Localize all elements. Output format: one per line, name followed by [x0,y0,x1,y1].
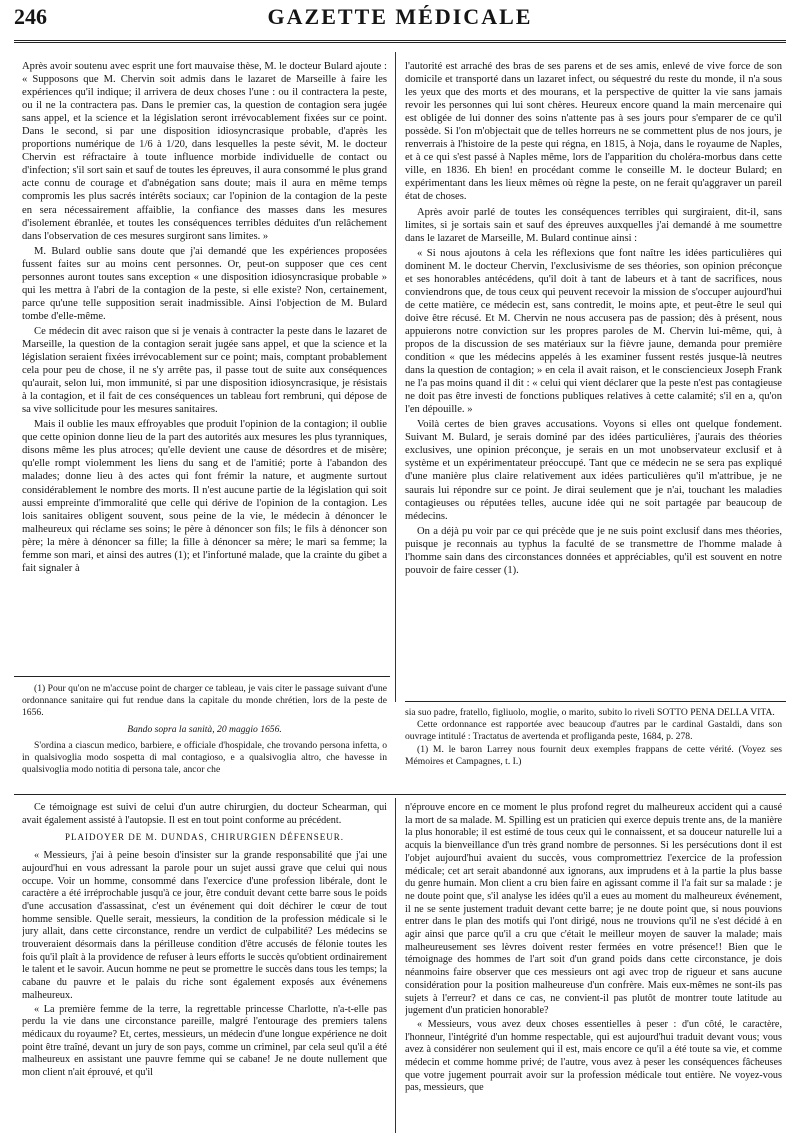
paragraph: « La première femme de la terre, la regrettable princesse Charlotte, n'a-t-elle pas perdu la vie dans une circonstance pareille, malgré l'entourage des premiers talens médicaux du royaume? Et, certes, messieurs, un médecin d'une longue expérience ne doit point être traîné, devant un jury de son pays, comme un criminel, par cela seul qu'il a été malheureux en assistant une pauvre femme qui se cabane! Je ne doute nullement que mon client n'ait éprouvé, et qu'il [22,1003,387,1079]
paragraph: M. Bulard oublie sans doute que j'ai demandé que les expériences proposées fussent faites sur au moins cent personnes. Or, peut-on supposer que ces cent personnes auront toutes sans exception « une disposition idiosyncrasique probable » qui les mettra à l'abri de la contagion de la peste, si elle existe? Non, certainement, parce qu'une telle supposition serait inadmissible. Ainsi l'objection de M. Bulard tombe d'elle-même. [22,245,387,322]
section-heading: PLAIDOYER DE M. DUNDAS, CHIRURGIEN DÉFENSEUR. [64,832,344,843]
footnote-text: Cette ordonnance est rapportée avec beaucoup d'autres par le cardinal Gastaldi, dans son ouvrage intitulé : Tractatus de avertenda et profliganda peste, 1684, p. 278. [405,719,782,743]
paragraph: Après avoir parlé de toutes les conséquences terribles qui surgiraient, dit-il, sans limites, si je sortais sain et sauf des épreuves auxquelles j'ai demandé à me soumettre dans le lazaret de Marseille, M. Bulard continue ainsi : [405,206,782,244]
paragraph: Ce médecin dit avec raison que si je venais à contracter la peste dans le lazaret de Marseille, la question de la contagion serait jugée sans appel, et que la science et la législation seraient fixées irrévocablement sur ce point; mais, comptant probablement cela pour peu de chose, il ne s'y arrête pas, il passe tout de suite aux conséquences qu'aurait, selon lui, mon immunité, si par une disposition idiosyncrasique, je résistais à la contagion, et il fait de ces conséquences un tableau fort rembruni, qui dépose de sa vive sollicitude pour les mesures sanitaires. [22,325,387,416]
footnote-text: sia suo padre, fratello, figliuolo, moglie, o marito, subito lo riveli SOTTO PENA DELLA VITA. [405,707,775,718]
footnote-rule-right [405,701,786,702]
paragraph: Après avoir soutenu avec esprit une fort mauvaise thèse, M. le docteur Bulard ajoute : « Supposons que M. Chervin soit admis dans le lazaret de Marseille à faire les expériences qu'il indique; il arrivera de deux choses l'une : ou il contractera la peste, ou il ne la contractera pas. Dans le premier cas, la question de contagion sera jugée sans appel, et la science et la législation seront irrévocablement fixées sur ce point. Dans le second, si par une disposition idiosyncrasique probable, d'après les proportions numérique de 1/6 à 1/20, dans lesquelles la peste sévit, M. le docteur Chervin est réfractaire à toute influence morbide individuelle de contact ou d'infection; s'il sort sain et sauf de toutes les épreuves, il aura consommé le plus grand acte connu de courage et d'abnégation sans doute; mais il aura en même temps compromis les plus sacrés intérêts sociaux; car l'opinion de la contagion de la peste en sera nécessairement affaiblie, la confiance des masses dans les mesures d'isolement ébranlée, et toutes les conséquences terribles déduites d'un relâchement dans l'observation de ces mesures surgiront sans limites. » [22,61,387,242]
header-rule [14,40,786,43]
footnote-rule-left [14,676,390,677]
footnote-text: (1) M. le baron Larrey nous fournit deux exemples frappans de cette vérité. (Voyez ses Mémoires et Campagnes, t. I.) [405,743,782,767]
page-number: 246 [14,4,47,29]
paragraph: n'éprouve encore en ce moment le plus profond regret du malheureux accident qui a causé la mort de sa malade. M. Spilling est un praticien qui exerce depuis trente ans, de la manière la plus honorable; il est estimé de tous ceux qui le connaissent, et sa douceur naturelle lui a acquis la bienveillance d'un très grand nombre de personnes. Si les persécutions dont il est l'objet aujourd'hui avaient du succès, vous compromettriez l'exercice de la profession médicale; cet art serait abandonné aux ignorans, aux imprudens et à la partie la plus basse du genre humain. Mon client a cru bien faire en agissant comme il l'a fait sur sa malade : je ne doute point que, s'il analyse les idées qu'il a eues au moment du malheureux événement, il ne se sente justement traduit devant cette barre; je ne doute point que, si nous pouvions entrer dans le plan des motifs qui l'ont dirigé, nous ne trouvions qu'il ne s'est décidé à en agir ainsi que parce qu'il a cru que c'était le meilleur moyen de sauver la malade; mais malheureusement ses lèvres doivent rester fermées en votre présence!! Bien que le témoignage des hommes de l'art soit d'un grand poids dans cette circonstance, je dois néanmoins faire observer que ces messieurs ont agi avec trop de rigueur et sans aucune considération pour la position malheureuse d'un confrère. Mais eux-mêmes ne sont-ils pas sujets à l'erreur? et dans ce cas, ne convient-il pas plutôt de montrer toute latitude au jugement d'un praticien honorable? [405,802,782,1017]
section-rule [14,794,786,795]
column-divider [395,798,396,1133]
page-header [14,0,786,40]
paragraph: Ce témoignage est suivi de celui d'un autre chirurgien, du docteur Schearman, qui avait également assisté à l'autopsie. Il est en tout point conforme au précédent. [22,802,387,826]
article-column-right [405,60,782,705]
paragraph: « Messieurs, vous avez deux choses essentielles à peser : d'un côté, le caractère, l'honneur, l'intégrité d'un homme respectable, qui est aujourd'hui traduit devant vous; vous avez à considérer non seulement qui il est, mais encore ce qu'il a été toute sa vie, et comme médecin et comme homme privé; de l'autre, vous avez à peser les conséquences fâcheuses que votre jugement pourrait avoir sur la profession médicale tout entière. Ne voyez-vous pas, messieurs, que [405,1018,782,1094]
paragraph: On a déjà pu voir par ce qui précède que je ne suis point exclusif dans mes théories, puisque je reconnais au typhus la faculté de se transmettre de l'homme malade à l'homme sain dans des circonstances données et appréciables, qu'il est souvent en notre pouvoir de faire cesser (1). [405,525,782,576]
footnote-left [22,683,387,783]
footnote-citation: Bando sopra la sanità, 20 maggio 1656. [127,723,282,735]
trial-column-left [22,802,387,1132]
paragraph: « Messieurs, j'ai à peine besoin d'insister sur la grande responsabilité que j'ai une aujourd'hui en vous adressant la parole pour un sujet aussi grave que celui qui nous occupe. Voir un homme, consommé dans l'exercice d'une profession libérale, dont le caractère a été irréprochable jusqu'à ce jour, être conduit devant cette barre sous le poids d'une accusation d'assassinat, c'est un événement qui doit déchirer le cœur de tout homme sensible. Quelle serait, messieurs, la condition de la profession médicale si le jury allait, dans cette circonstance, rendre un verdict de culpabilité? Les médecins se trouveraient désormais dans la périlleuse condition d'être accusés de félonie toutes les fois qu'il plaît à la providence de refuser à leurs efforts le succès qu'obtient ordinairement le talent et le savoir. Aucun homme ne peut se promettre le succès dans tous les temps; la cabane du pauvre et le palais du riche sont également exposés aux événemens malheureux. [22,850,387,1001]
footnote-text: S'ordina a ciascun medico, barbiere, e officiale d'hospidale, che trovando persona infetta, o in qualsivoglia modo sospetta di mal contagioso, e a qualsivoglia altro, che havesse in qualsivoglia modo notitia di persona tale, ancor che [22,739,387,776]
footnote-text: (1) Pour qu'on ne m'accuse point de charger ce tableau, je vais citer le passage suivant d'une ordonnance sanitaire qui fut rendue dans la capitale du monde chrétien, lors de la peste de 1656. [22,683,387,719]
column-divider [395,52,396,702]
page-title: GAZETTE MÉDICALE [267,4,533,29]
article-column-left [22,60,387,665]
paragraph: Mais il oublie les maux effroyables que produit l'opinion de la contagion; il oublie que cette opinion donne lieu de la part des autorités aux mesures les plus tyranniques, disons même les plus atroces; qu'elle devient une cause de désordres et de misère; qu'elle rompt violemment les liens du sang et de l'amitié; porte à l'abandon des malades; donne lieu à des actes qui font frémir la nature, et augmente surtout considérablement le nombre des morts. Il n'est aucune partie de la législation qui soit aussi empreinte d'immoralité que celle qui dérive de l'opinion de la contagion. Les lois sanitaires obligent souvent, sous peine de la vie, le médecin à dénoncer le malheureux qui réclame ses soins; le père à dénoncer son fils; le fils à dénoncer son père; la mère à dénoncer sa fille; la fille à dénoncer sa mère; le mari sa femme; la femme son mari, et ainsi des autres (1); et l'infortuné malade, que la crainte du gibet a fait signaler à [22,419,387,574]
footnote-right [405,707,782,787]
paragraph: Voilà certes de bien graves accusations. Voyons si elles ont quelque fondement. Suivant M. Bulard, je serais dominé par des idées particulières, j'aurais des théories exclusives, une opinion préconçue, je serais en un mot unobservateur exclusif et à système et un expérimentateur préoccupé. Tant que ce médecin ne se sera pas expliqué d'une manière plus claire relativement aux idées particulières qu'il m'attribue, je ne saurais lui répondre sur ce point. Je dirai seulement que je n'ai, touchant les maladies contagieuses ou réputées telles, aucune idée qui ne soit partagée par beaucoup de médecins. [405,419,782,522]
paragraph: l'autorité est arraché des bras de ses parens et de ses amis, enlevé de vive force de son domicile et transporté dans un lazaret infect, ou séquestré du reste du monde, il n'a sous les yeux que des morts et des mourans, et la perspective de quitter la vie sans jamais revoir les personnes qui lui sont chères. Heureux encore quand la main mercenaire qui est obligée de lui donner des soins n'attente pas à ses jours pour s'emparer de ce qu'il possède. Si l'on m'objectait que de telles horreurs ne se commettent plus de nos jours, je renverrais à l'histoire de la peste qui régna, en 1815, à Noja, dans le royaume de Naples, et à ce qui s'est passé à Naples même, lors de l'apparition du choléra-morbus dans cette ville, en 1836. Eh bien! en procédant comme le conseille M. le docteur Bulard; en expérimentant dans les lieux mêmes où règne la peste, on ne ferait qu'aggraver un pareil état de choses. [405,61,782,203]
trial-column-right [405,802,782,1132]
paragraph: « Si nous ajoutons à cela les réflexions que font naître les idées particulières qui dominent M. le docteur Chervin, l'exclusivisme de ses théories, son opinion préconçue et ses honorables antécédens, qu'il doit à tant de labeurs et à tant de sacrifices, nous conviendrons que, de tous ceux qui peuvent recevoir la mission de s'occuper aujourd'hui de cette matière, ce médecin est, sans contredit, le moins apte, et peut-être le seul qui doive être récusé. Et M. Chervin ne nous accusera pas de passion; dès à présent, nous appuierons notre conviction sur les propres paroles de M. Chervin lui-même, qui, à propos de la discussion de ses matériaux sur la fièvre jaune, demanda pour première condition « que les médecins appelés à les examiner fussent restés jusque-là neutres dans la question de contagion; » en cela il avait raison, et le consciencieux Joseph Frank ne l'a pas moins quand il dit : « celui qui vient déclarer que la peste n'est pas contagieuse ne doit pas être investi de fonctions publiques relatives à cette calamité; s'il en a, qu'on l'en dépouille. » [405,247,782,416]
